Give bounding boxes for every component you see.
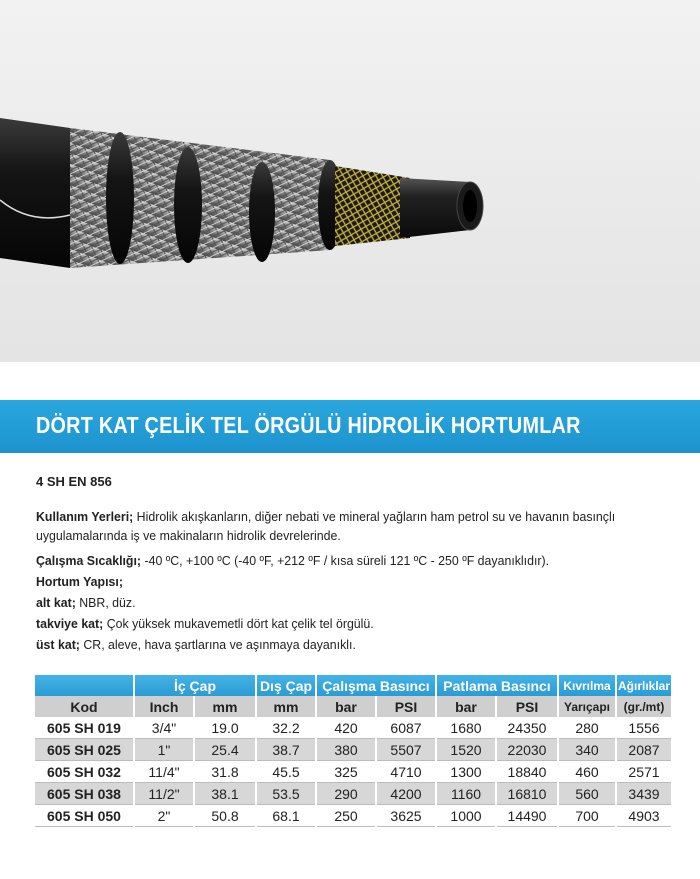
cell: 4903 (617, 805, 671, 827)
cell: 1" (135, 739, 193, 761)
cell: 38.7 (257, 739, 315, 761)
temperature-paragraph (36, 551, 644, 570)
cell: 53.5 (257, 783, 315, 805)
cell: 45.5 (257, 761, 315, 783)
sub-weight-unit: (gr./mt) (617, 696, 671, 717)
reinforcement-label: takviye kat; (36, 616, 104, 631)
cell: 22030 (497, 739, 557, 761)
inner-text: NBR, düz. (75, 595, 136, 610)
cell: 605 SH 032 (35, 761, 133, 783)
cell: 3439 (617, 783, 671, 805)
cell: 1160 (437, 783, 495, 805)
cell: 420 (317, 717, 375, 739)
cell: 280 (559, 717, 615, 739)
cell: 560 (559, 783, 615, 805)
outer-layer-paragraph (36, 635, 644, 654)
cell: 380 (317, 739, 375, 761)
cell: 32.2 (257, 717, 315, 739)
cell: 2571 (617, 761, 671, 783)
sub-mm: mm (195, 696, 255, 717)
table-row (35, 783, 671, 805)
cell: 38.1 (195, 783, 255, 805)
sub-psi: PSI (377, 696, 435, 717)
cell: 1680 (437, 717, 495, 739)
sub-inch: Inch (135, 696, 193, 717)
sub-bar: bar (437, 696, 495, 717)
header-burst-pressure: Patlama Basıncı (437, 675, 557, 696)
product-description (36, 472, 676, 656)
structure-label: Hortum Yapısı; (36, 574, 123, 589)
reinforcement-paragraph (36, 614, 644, 633)
outer-label: üst kat; (36, 637, 80, 652)
cell: 3/4" (135, 717, 193, 739)
cell: 6087 (377, 717, 435, 739)
usage-label: Kullanım Yerleri; (36, 509, 134, 524)
sub-psi: PSI (497, 696, 557, 717)
cell: 19.0 (195, 717, 255, 739)
header-bend: Kıvrılma (559, 675, 615, 696)
table-row (35, 805, 671, 827)
cell: 325 (317, 761, 375, 783)
sub-radius: Yarıçapı (559, 696, 615, 717)
cell: 4200 (377, 783, 435, 805)
cell: 3625 (377, 805, 435, 827)
cell: 18840 (497, 761, 557, 783)
cell: 31.8 (195, 761, 255, 783)
cell: 1300 (437, 761, 495, 783)
cell: 1520 (437, 739, 495, 761)
table-row (35, 717, 671, 739)
cell: 290 (317, 783, 375, 805)
usage-text: Hidrolik akışkanların, diğer nebati ve mineral yağların ham petrol su ve havanın basınçlı uygulamalarında iş ve makinaların hidrolik devrelerinde. (36, 509, 616, 543)
sub-mm: mm (257, 696, 315, 717)
structure-heading (36, 572, 644, 591)
cell: 5507 (377, 739, 435, 761)
spec-table (33, 675, 673, 827)
cell: 11/2" (135, 783, 193, 805)
temperature-text: -40 ºC, +100 ºC (-40 ºF, +212 ºF / kısa süreli 121 ºC - 250 ºF dayanıklıdır). (141, 553, 550, 568)
cell: 1556 (617, 717, 671, 739)
table-group-header (35, 675, 671, 696)
cell: 4710 (377, 761, 435, 783)
product-hero-image (0, 0, 700, 362)
cell: 605 SH 025 (35, 739, 133, 761)
cell: 250 (317, 805, 375, 827)
cell: 11/4" (135, 761, 193, 783)
cell: 1000 (437, 805, 495, 827)
cell: 2" (135, 805, 193, 827)
cell: 460 (559, 761, 615, 783)
usage-paragraph (36, 507, 644, 545)
reinforcement-text: Çok yüksek mukavemetli dört kat çelik tel örgülü. (103, 616, 374, 631)
cell: 340 (559, 739, 615, 761)
table-row (35, 739, 671, 761)
cell: 24350 (497, 717, 557, 739)
standard-code: 4 SH EN 856 (36, 474, 112, 489)
cell: 605 SH 038 (35, 783, 133, 805)
cell: 2087 (617, 739, 671, 761)
header-blank (35, 675, 133, 696)
page-title: DÖRT KAT ÇELİK TEL ÖRGÜLÜ HİDROLİK HORTUMLAR (36, 412, 581, 438)
outer-text: CR, aleve, hava şartlarına ve aşınmaya dayanıklı. (79, 637, 356, 652)
inner-label: alt kat; (36, 595, 76, 610)
sub-bar: bar (317, 696, 375, 717)
cell: 14490 (497, 805, 557, 827)
header-inner-diameter: İç Çap (135, 675, 255, 696)
header-outer-diameter: Dış Çap (257, 675, 315, 696)
cell: 605 SH 050 (35, 805, 133, 827)
cell: 16810 (497, 783, 557, 805)
header-weight: Ağırlıklar (617, 675, 671, 696)
cell: 68.1 (257, 805, 315, 827)
cell: 25.4 (195, 739, 255, 761)
table-sub-header (35, 696, 671, 717)
header-working-pressure: Çalışma Basıncı (317, 675, 435, 696)
title-banner (0, 400, 700, 453)
inner-layer-paragraph (36, 593, 644, 612)
table-row (35, 761, 671, 783)
cell: 50.8 (195, 805, 255, 827)
cell: 605 SH 019 (35, 717, 133, 739)
cell: 700 (559, 805, 615, 827)
hydraulic-hose-cutaway-icon (0, 0, 700, 362)
sub-kod: Kod (35, 696, 133, 717)
temperature-label: Çalışma Sıcaklığı; (36, 553, 142, 568)
